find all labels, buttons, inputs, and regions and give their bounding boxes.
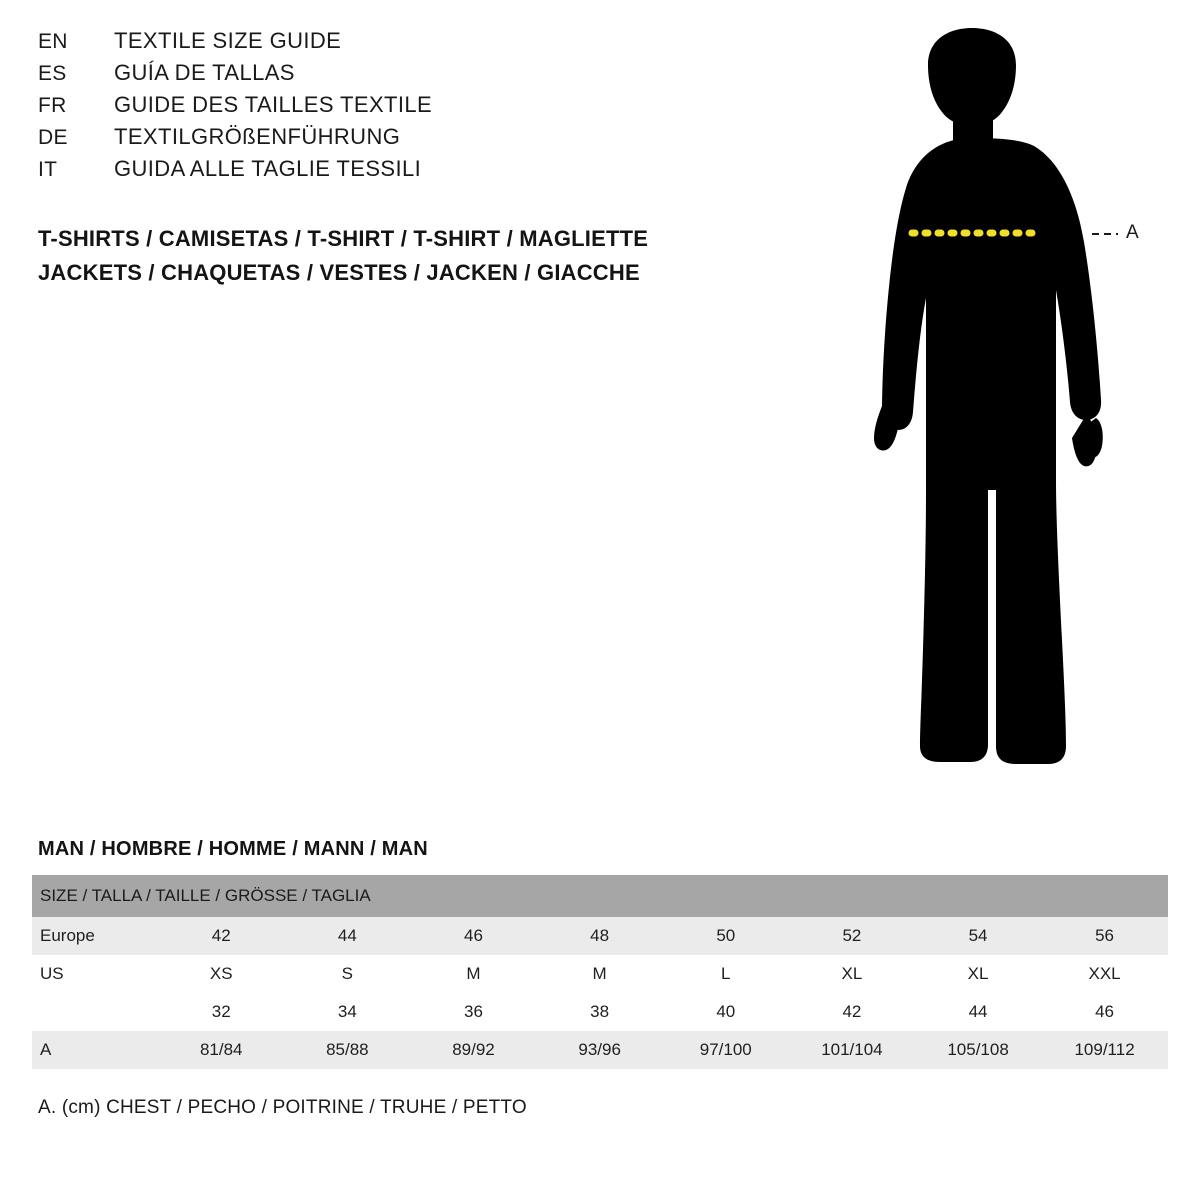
row-cell: 40 (663, 993, 789, 1031)
language-title: GUIDE DES TAILLES TEXTILE (114, 92, 433, 117)
language-row (38, 156, 738, 188)
row-cell: XL (915, 955, 1041, 993)
language-code: ES (38, 62, 67, 85)
row-cell: 42 (789, 993, 915, 1031)
row-cell: 81/84 (158, 1031, 284, 1069)
language-title-list (38, 28, 738, 188)
table-row (32, 917, 1168, 955)
row-cell: 46 (410, 917, 536, 955)
row-cell: M (410, 955, 536, 993)
language-title: GUIDA ALLE TAGLIE TESSILI (114, 156, 422, 181)
language-row (38, 60, 738, 92)
row-cell: 46 (1041, 993, 1168, 1031)
size-table-section (32, 838, 1168, 1069)
row-cell: 52 (789, 917, 915, 955)
row-cell: 85/88 (284, 1031, 410, 1069)
male-silhouette-figure (820, 20, 1180, 790)
language-code: DE (38, 126, 68, 149)
table-header-row (32, 875, 1168, 917)
language-title: GUÍA DE TALLAS (114, 60, 295, 85)
language-title: TEXTILE SIZE GUIDE (114, 28, 342, 53)
row-cell: L (663, 955, 789, 993)
row-cell: 38 (537, 993, 663, 1031)
garment-category-list (38, 222, 798, 290)
row-label: A (32, 1031, 158, 1069)
row-cell: 32 (158, 993, 284, 1031)
row-cell: XS (158, 955, 284, 993)
measurement-footnote: A. (cm) CHEST / PECHO / POITRINE / TRUHE / PETTO (38, 1097, 527, 1118)
row-cell: 34 (284, 993, 410, 1031)
row-cell: 44 (915, 993, 1041, 1031)
language-row (38, 28, 738, 60)
language-title: TEXTILGRÖßENFÜHRUNG (114, 124, 401, 149)
silhouette-shape (874, 28, 1103, 764)
row-cell: 48 (537, 917, 663, 955)
row-cell: 105/108 (915, 1031, 1041, 1069)
row-label: Europe (32, 917, 158, 955)
table-row (32, 993, 1168, 1031)
language-code: EN (38, 30, 68, 53)
row-cell: 101/104 (789, 1031, 915, 1069)
row-cell: 89/92 (410, 1031, 536, 1069)
row-label (32, 993, 158, 1031)
row-cell: XL (789, 955, 915, 993)
language-code: FR (38, 94, 67, 117)
row-cell: S (284, 955, 410, 993)
table-caption: MAN / HOMBRE / HOMME / MANN / MAN (38, 838, 428, 860)
table-row (32, 1031, 1168, 1069)
category-line-jackets: JACKETS / CHAQUETAS / VESTES / JACKEN / GIACCHE (38, 260, 640, 285)
row-cell: 109/112 (1041, 1031, 1168, 1069)
marker-leader-dashes (1092, 233, 1118, 235)
size-table (32, 875, 1168, 1069)
chest-marker-label: A (1126, 222, 1139, 243)
table-header-label: SIZE / TALLA / TAILLE / GRÖSSE / TAGLIA (32, 875, 1168, 917)
language-row (38, 92, 738, 124)
language-code: IT (38, 158, 58, 181)
row-cell: 93/96 (537, 1031, 663, 1069)
language-row (38, 124, 738, 156)
table-row (32, 955, 1168, 993)
row-cell: 50 (663, 917, 789, 955)
row-cell: 56 (1041, 917, 1168, 955)
row-cell: 36 (410, 993, 536, 1031)
row-cell: 97/100 (663, 1031, 789, 1069)
row-cell: 44 (284, 917, 410, 955)
category-line-tshirts: T-SHIRTS / CAMISETAS / T-SHIRT / T-SHIRT / MAGLIETTE (38, 226, 649, 251)
row-cell: XXL (1041, 955, 1168, 993)
row-cell: 54 (915, 917, 1041, 955)
row-label: US (32, 955, 158, 993)
row-cell: M (537, 955, 663, 993)
row-cell: 42 (158, 917, 284, 955)
